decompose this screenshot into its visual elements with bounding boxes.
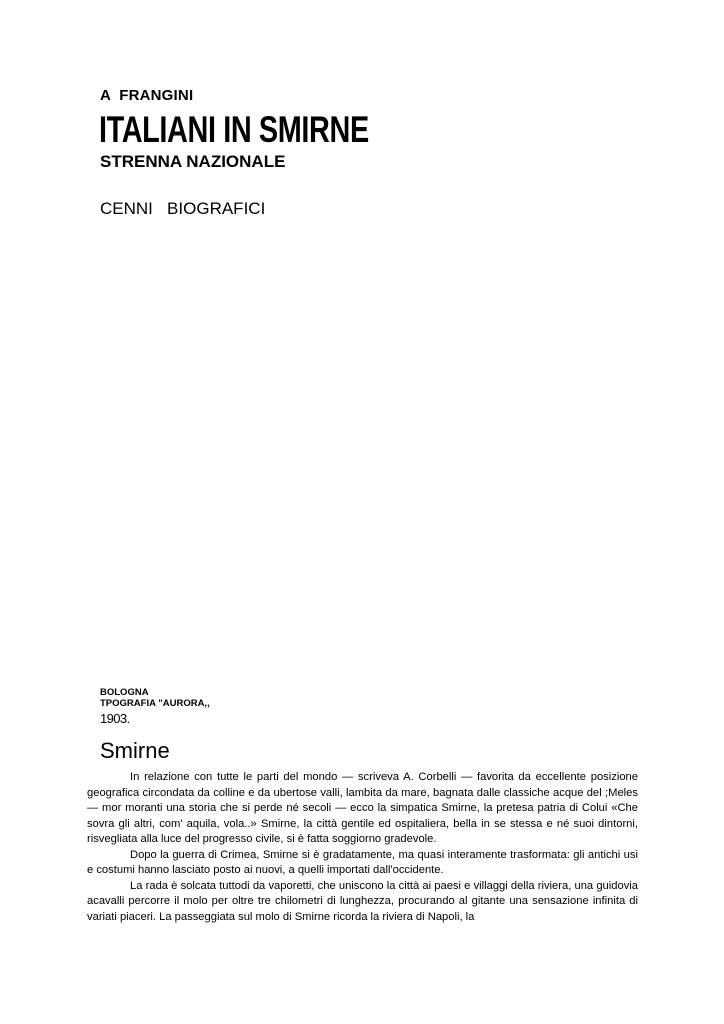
paragraph: Dopo la guerra di Crimea, Smirne si è gradatamente, ma quasi interamente trasformata: gli antichi usi e costumi hanno lasciato posto ai nuovi, a quelli importati dall'occidente. — [87, 848, 638, 876]
book-title: ITALIANI IN SMIRNE — [99, 109, 369, 150]
paragraph: La rada è solcata tuttodi da vaporetti, che uniscono la città ai paesi e villaggi della riviera, una guidovia acavalli percorre il molo per oltre tre chilometri di lunghezza, procurando al gitante una sensazione infinita di variati piaceri. La passeggiata sul molo di Smirne ricorda la riviera di Napoli, la — [87, 879, 638, 923]
book-subtitle: STRENNA NAZIONALE — [100, 152, 286, 171]
imprint-year: 1903. — [100, 711, 130, 726]
imprint-printer: TPOGRAFIA "AURORA,, — [100, 698, 210, 709]
chapter-body — [87, 770, 638, 925]
chapter-heading: Smirne — [100, 738, 170, 763]
paragraph: In relazione con tutte le parti del mondo — scriveva A. Corbelli — favorita da eccellente posizione geografica circondata da colline e da ubertose valli, lambita da mare, bagnata dalle classiche acque del ;Meles — mor moranti una storia che si perde né secoli — ecco la simpatica Smirne, la pretesa patria di Colui «Che sovra gli altri, com' aquila, vola..» Smirne, la città gentile ed ospitaliera, bella in se stessa e né suoi dintorni, risvegliata alla luce del progresso civile, si è fatta soggiorno gradevole. — [87, 771, 638, 845]
imprint — [100, 687, 210, 727]
section-label: CENNI BIOGRAFICI — [100, 199, 266, 218]
author-name: A FRANGINI — [100, 87, 194, 104]
imprint-city: BOLOGNA — [100, 687, 149, 698]
